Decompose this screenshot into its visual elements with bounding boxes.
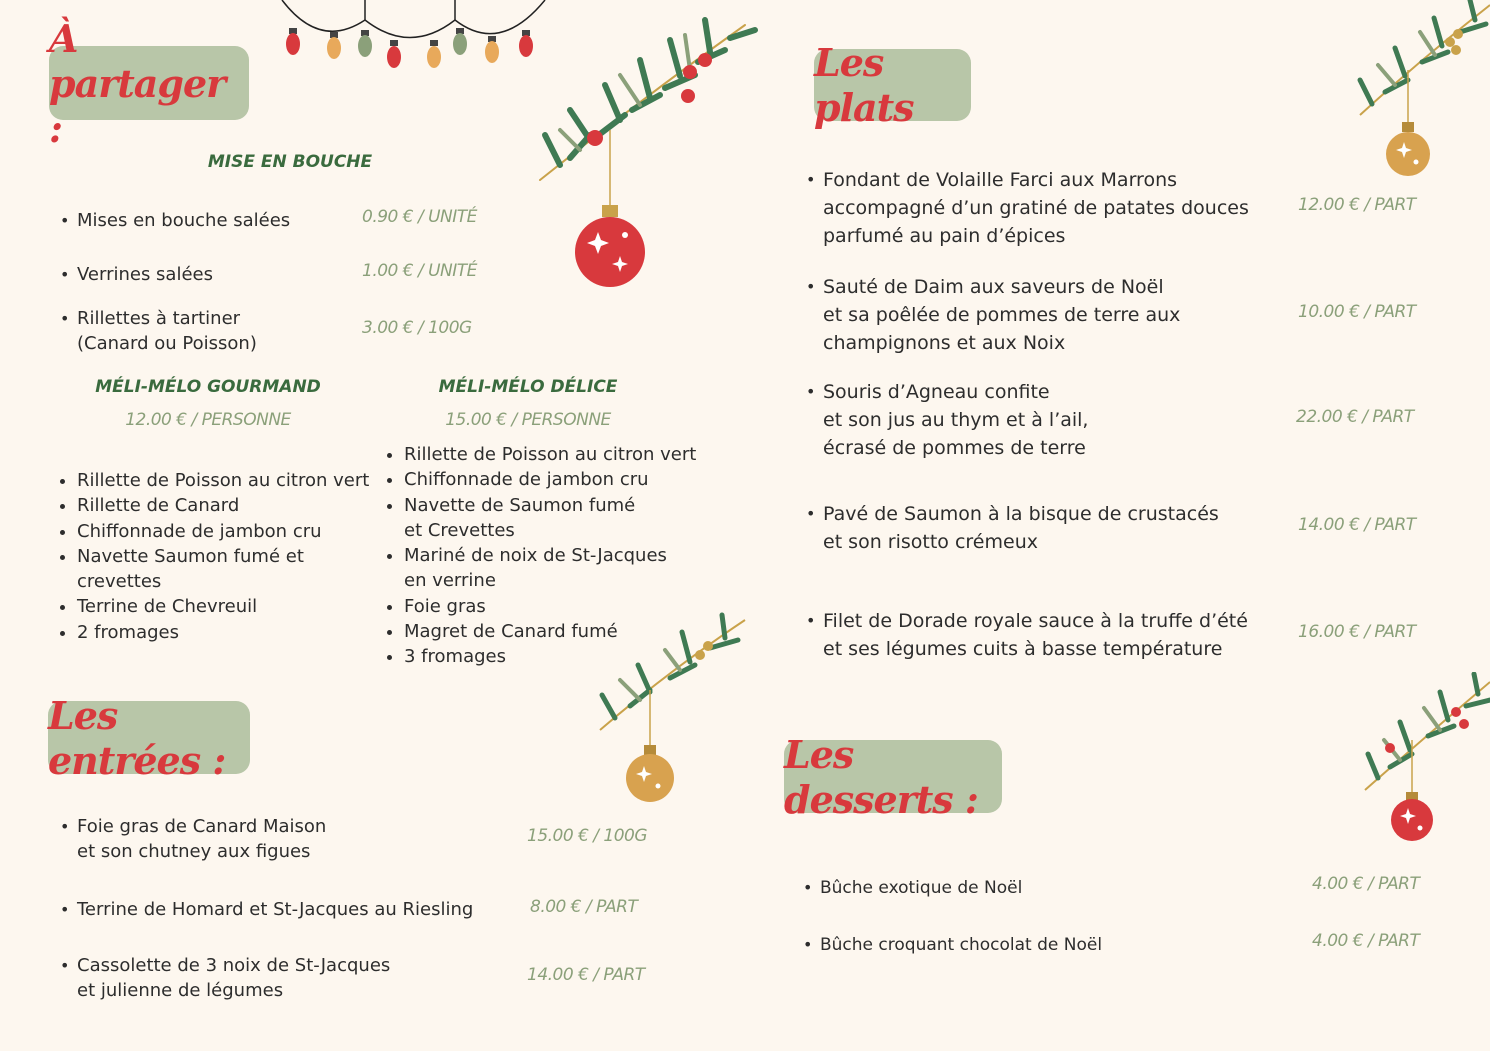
dessert-item: • Bûche exotique de Noël xyxy=(820,874,1022,902)
list-item-cont: et Crevettes xyxy=(404,519,515,541)
meli-delice-list xyxy=(387,442,714,670)
list-item-cont: en verrine xyxy=(404,570,496,592)
plat-line: • Souris d’Agneau confite xyxy=(823,381,1050,403)
entree-item xyxy=(77,953,390,1003)
dessert-item: • Bûche croquant chocolat de Noël xyxy=(820,931,1102,959)
section-title-desserts-text: Les desserts : xyxy=(784,731,978,822)
dessert-price: 4.00 € / PART xyxy=(1312,931,1420,951)
plat-price: 14.00 € / PART xyxy=(1298,515,1416,535)
meli-delice-title: MÉLI-MÉLO DÉLICE xyxy=(438,377,618,397)
section-title-desserts xyxy=(784,731,1002,822)
plat-price: 10.00 € / PART xyxy=(1298,302,1416,322)
mise-en-bouche-title: MISE EN BOUCHE xyxy=(207,152,373,172)
red-ornament-icon xyxy=(1382,740,1442,845)
plat-line: parfumé au pain d’épices xyxy=(823,225,1066,247)
meli-gourmand-list xyxy=(60,468,377,645)
entree-line: • Cassolette de 3 noix de St-Jacques xyxy=(77,955,391,976)
entree-line: et son chutney aux figues xyxy=(77,841,311,862)
plat-price: 12.00 € / PART xyxy=(1298,195,1416,215)
plat-line: • Sauté de Daim aux saveurs de Noël xyxy=(823,276,1164,298)
entree-price: 14.00 € / PART xyxy=(527,965,645,985)
mise-item-line: • Rillettes à tartiner xyxy=(77,308,241,329)
plat-item xyxy=(823,166,1249,250)
plat-line: et son jus au thym et à l’ail, xyxy=(823,409,1089,431)
entree-item xyxy=(77,814,326,864)
plat-line: écrasé de pommes de terre xyxy=(823,437,1086,459)
plat-line: accompagné d’un gratiné de patates douces xyxy=(823,197,1249,219)
list-item: • Mariné de noix de St-Jacques xyxy=(404,543,714,568)
entree-line: et julienne de légumes xyxy=(77,980,284,1001)
plat-price: 22.00 € / PART xyxy=(1296,407,1414,427)
list-item: • Magret de Canard fumé xyxy=(404,619,714,644)
mise-item-line: (Canard ou Poisson) xyxy=(77,333,257,354)
mise-item-price: 0.90 € / UNITÉ xyxy=(362,207,477,227)
dessert-price: 4.00 € / PART xyxy=(1312,874,1420,894)
list-item: • 3 fromages xyxy=(404,644,714,669)
list-item: • 2 fromages xyxy=(77,620,377,645)
mise-item-label: • Verrines salées xyxy=(77,261,213,289)
list-item: • Foie gras xyxy=(404,594,714,619)
plat-item xyxy=(823,378,1088,462)
plat-item xyxy=(823,273,1180,357)
section-title-plats xyxy=(814,40,971,130)
list-item: • Rillette de Poisson au citron vert xyxy=(77,468,377,493)
plat-item xyxy=(823,500,1219,556)
entree-line: • Foie gras de Canard Maison xyxy=(77,816,327,837)
plat-line: • Fondant de Volaille Farci aux Marrons xyxy=(823,169,1178,191)
plat-line: et sa poêlée de pommes de terre aux xyxy=(823,304,1181,326)
section-title-entrees-text: Les entrées : xyxy=(48,692,226,783)
list-item: • Chiffonnade de jambon cru xyxy=(77,519,377,544)
plat-line: • Filet de Dorade royale sauce à la truffe d’été xyxy=(823,610,1248,632)
plat-line: • Pavé de Saumon à la bisque de crustacés xyxy=(823,503,1219,525)
entree-line: • Terrine de Homard et St-Jacques au Riesling xyxy=(77,899,474,920)
mise-item-price: 1.00 € / UNITÉ xyxy=(362,261,477,281)
meli-gourmand-title: MÉLI-MÉLO GOURMAND xyxy=(95,377,321,397)
entree-price: 15.00 € / 100G xyxy=(527,826,648,846)
mise-item-label: • Mises en bouche salées xyxy=(77,207,290,235)
list-item-cont: crevettes xyxy=(77,571,162,593)
plat-line: champignons et aux Noix xyxy=(823,332,1066,354)
list-item: • Rillette de Poisson au citron vert xyxy=(404,442,714,467)
red-ornament-icon xyxy=(570,130,650,290)
entree-price: 8.00 € / PART xyxy=(530,897,638,917)
list-item: • Navette Saumon fumé et xyxy=(77,544,377,569)
gold-ornament-icon xyxy=(1378,70,1438,180)
plat-line: et son risotto crémeux xyxy=(823,531,1038,553)
meli-delice-price: 15.00 € / PERSONNE xyxy=(445,410,611,430)
section-title-plats-text: Les plats xyxy=(814,40,914,130)
mise-item-price: 3.00 € / 100G xyxy=(362,318,472,338)
entree-item xyxy=(77,896,473,924)
mise-item-label xyxy=(77,306,257,356)
string-lights-icon xyxy=(270,0,560,80)
section-title-partager-text: À partager : xyxy=(49,15,226,151)
meli-gourmand-price: 12.00 € / PERSONNE xyxy=(125,410,291,430)
section-title-entrees xyxy=(48,692,250,783)
section-title-partager xyxy=(49,15,249,151)
list-item: • Chiffonnade de jambon cru xyxy=(404,467,714,492)
plat-line: et ses légumes cuits à basse température xyxy=(823,638,1223,660)
list-item: • Terrine de Chevreuil xyxy=(77,594,377,619)
plat-price: 16.00 € / PART xyxy=(1298,622,1416,642)
list-item: • Navette de Saumon fumé xyxy=(404,493,714,518)
plat-item xyxy=(823,607,1248,663)
list-item: • Rillette de Canard xyxy=(77,493,377,518)
gold-ornament-icon xyxy=(620,690,680,810)
